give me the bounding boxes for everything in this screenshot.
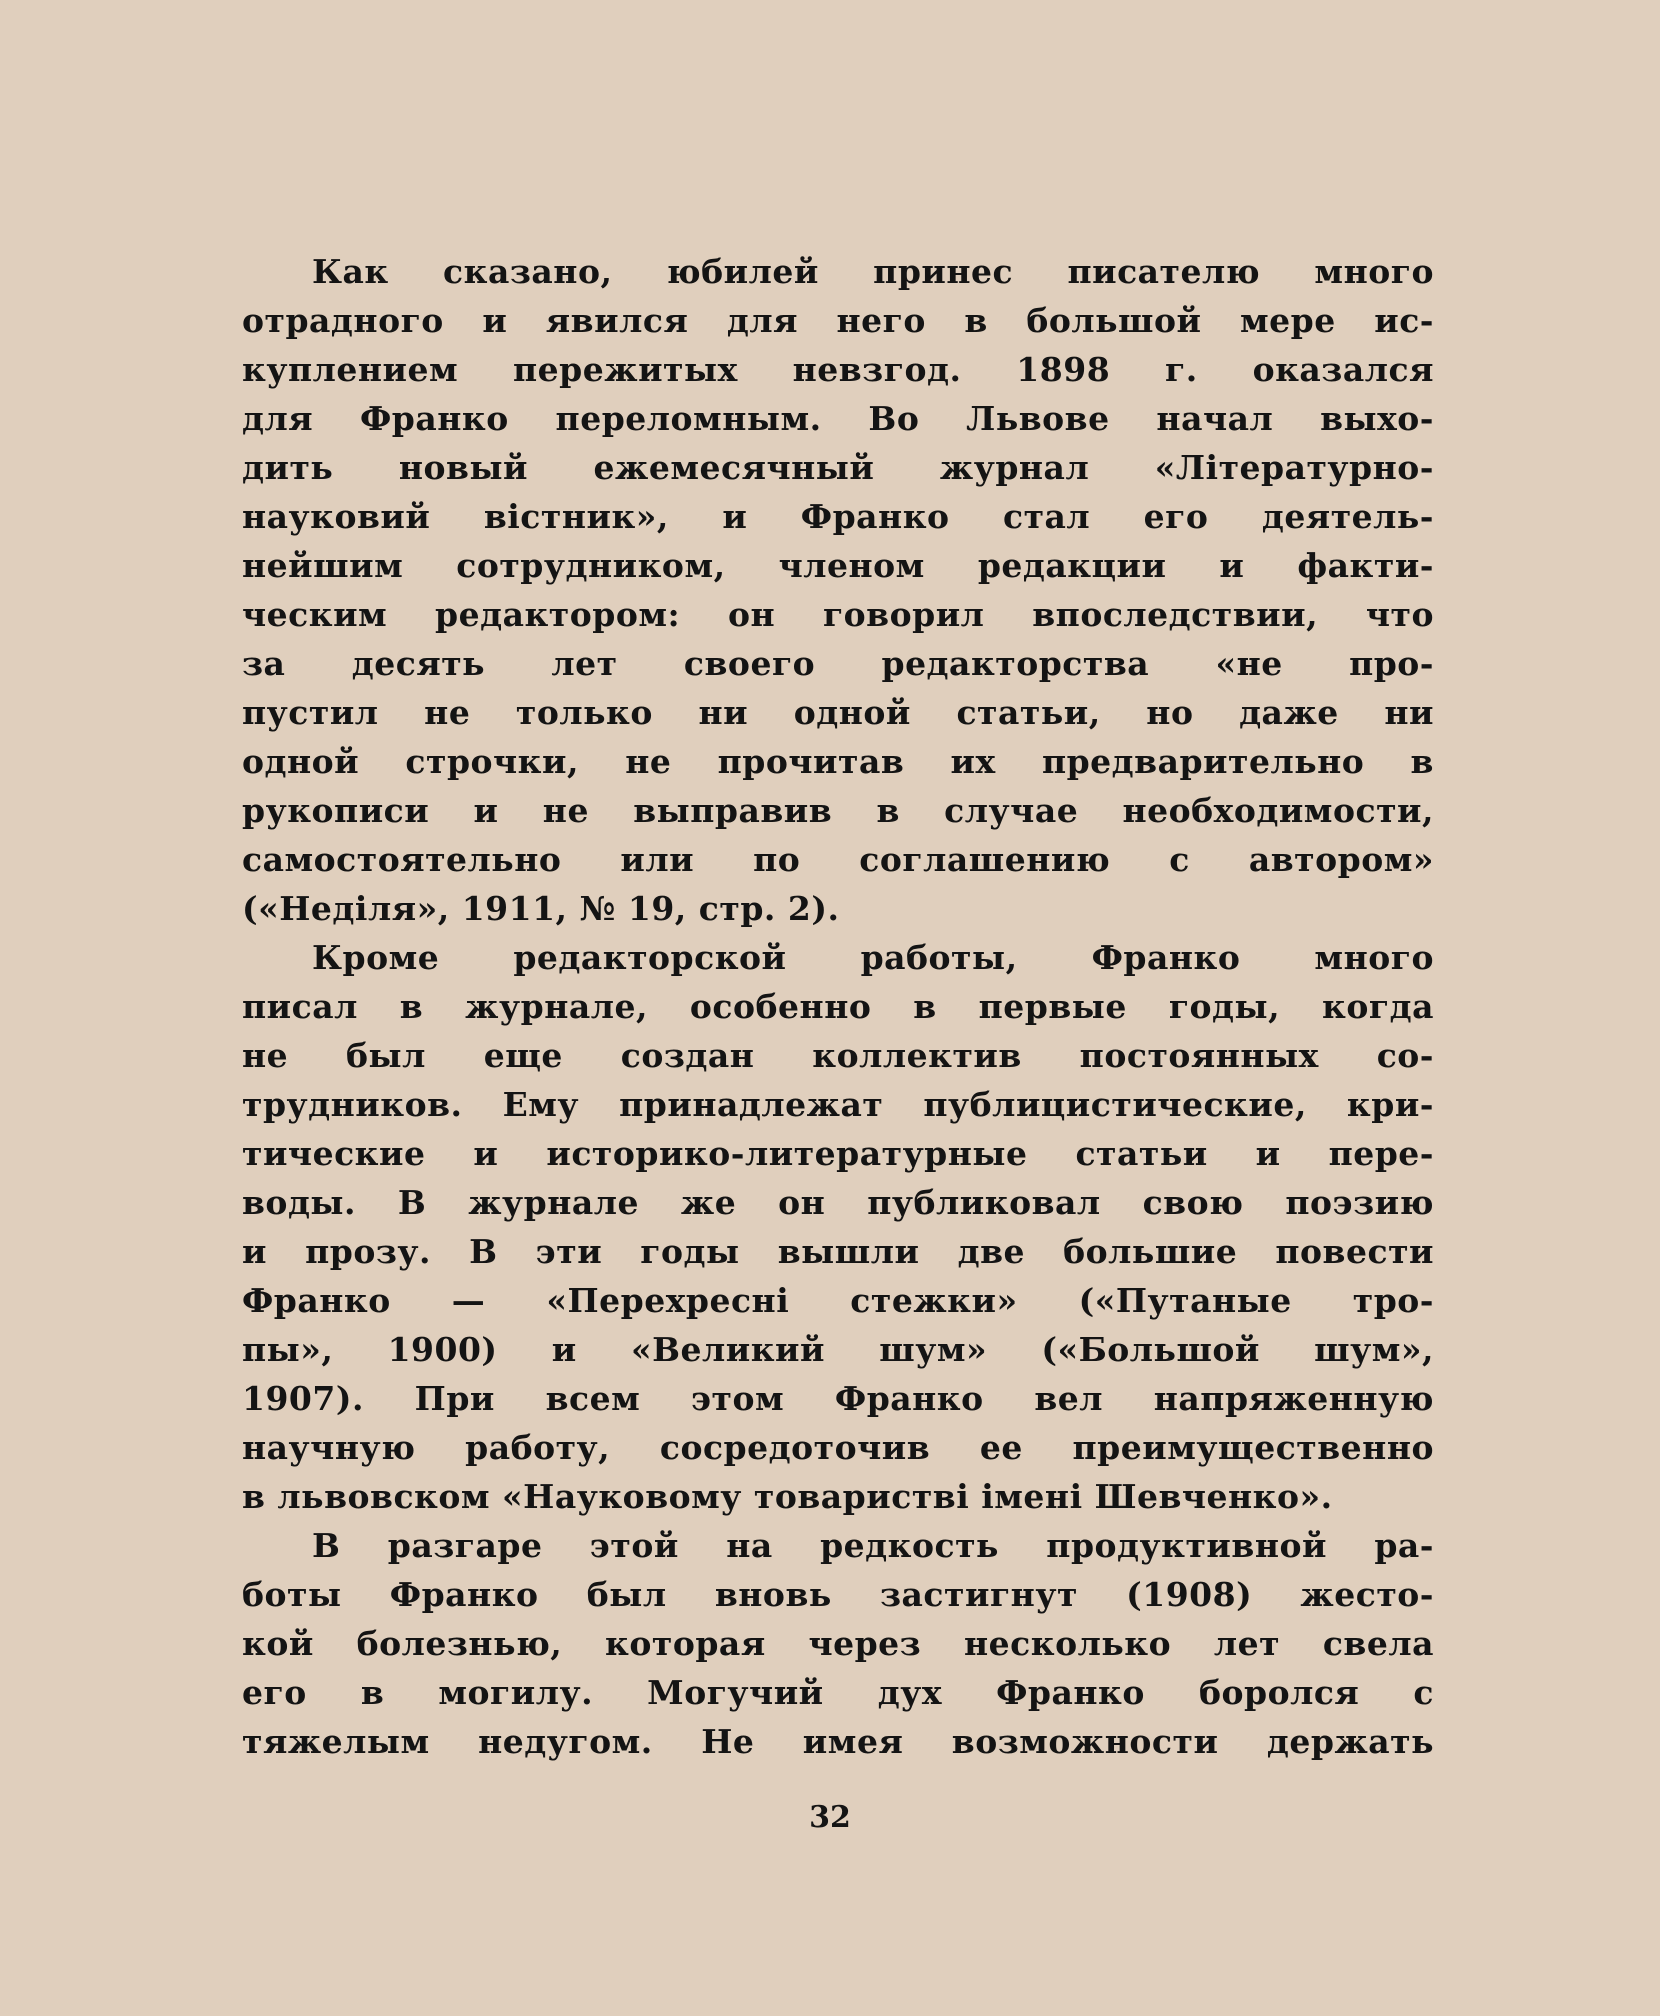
text-line: писал в журнале, особенно в первые годы, когда [242, 987, 1434, 1026]
text-line: воды. В журнале же он публиковал свою поэзию [242, 1183, 1434, 1222]
text-line: тические и историко-литературные статьи и пере- [242, 1134, 1434, 1173]
text-line: («Неділя», 1911, № 19, стр. 2). [242, 889, 840, 928]
text-line: науковий вістник», и Франко стал его деятель- [242, 497, 1434, 536]
text-line: Кроме редакторской работы, Франко много [312, 938, 1434, 977]
text-line: Франко — «Перехресні стежки» («Путаные тро- [242, 1281, 1434, 1320]
text-line: В разгаре этой на редкость продуктивной ра- [312, 1526, 1434, 1565]
text-line: для Франко переломным. Во Львове начал выхо- [242, 399, 1434, 438]
text-line: самостоятельно или по соглашению с автором» [242, 840, 1434, 879]
text-line: пустил не только ни одной статьи, но даже ни [242, 693, 1434, 732]
text-line: одной строчки, не прочитав их предварительно в [242, 742, 1434, 781]
text-line: трудников. Ему принадлежат публицистические, кри- [242, 1085, 1434, 1124]
text-line: рукописи и не выправив в случае необходимости, [242, 791, 1434, 830]
text-line: и прозу. В эти годы вышли две большие повести [242, 1232, 1434, 1271]
text-line: в львовском «Науковому товаристві імені Шевченко». [242, 1477, 1333, 1516]
page-number: 32 [809, 1800, 851, 1835]
text-line: кой болезнью, которая через несколько лет свела [242, 1624, 1434, 1663]
text-line: его в могилу. Могучий дух Франко боролся с [242, 1673, 1434, 1712]
text-line: нейшим сотрудником, членом редакции и факти- [242, 546, 1434, 585]
paragraph-1 [242, 247, 1434, 933]
text-line: не был еще создан коллектив постоянных со- [242, 1036, 1434, 1075]
text-line: пы», 1900) и «Великий шум» («Большой шум», [242, 1330, 1434, 1369]
text-line: тяжелым недугом. Не имея возможности держать [242, 1722, 1434, 1761]
text-line: научную работу, сосредоточив ее преимущественно [242, 1428, 1434, 1467]
text-line: Как сказано, юбилей принес писателю много [312, 252, 1434, 291]
paragraph-2 [242, 933, 1434, 1521]
page-body [242, 247, 1434, 1766]
text-line: ческим редактором: он говорил впоследствии, что [242, 595, 1434, 634]
text-line: куплением пережитых невзгод. 1898 г. оказался [242, 350, 1434, 389]
text-line: 1907). При всем этом Франко вел напряженную [242, 1379, 1434, 1418]
text-line: боты Франко был вновь застигнут (1908) жесто- [242, 1575, 1434, 1614]
text-line: дить новый ежемесячный журнал «Літературно- [242, 448, 1434, 487]
text-line: отрадного и явился для него в большой мере ис- [242, 301, 1434, 340]
paragraph-3 [242, 1521, 1434, 1766]
text-line: за десять лет своего редакторства «не про- [242, 644, 1434, 683]
